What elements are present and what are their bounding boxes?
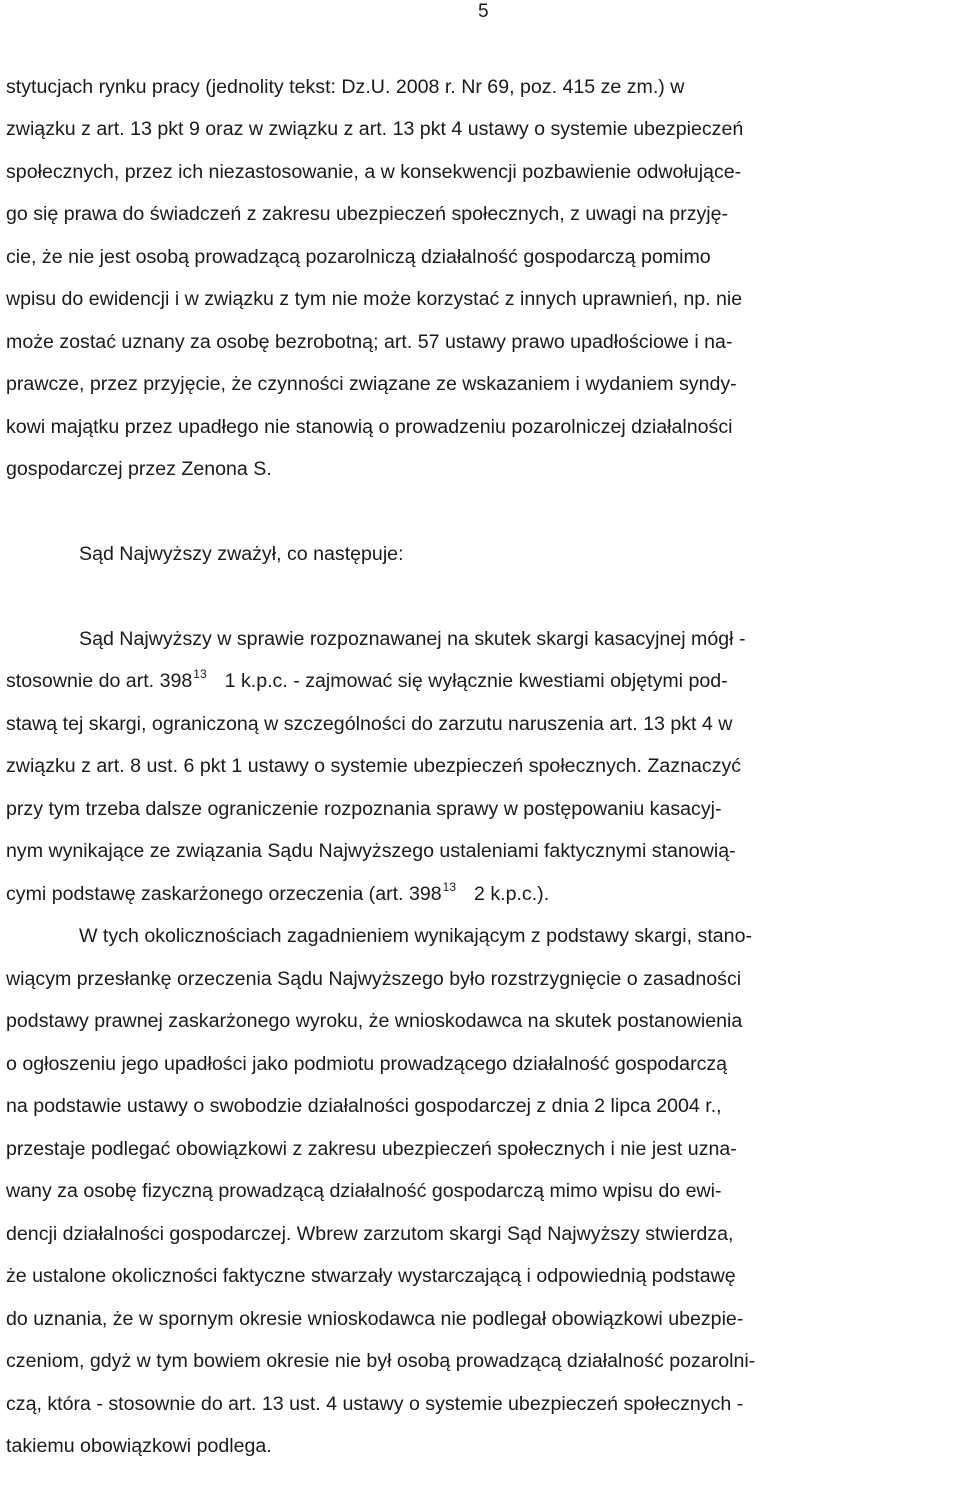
text-line: dencji działalności gospodarczej. Wbrew zarzutom skargi Sąd Najwyższy stwierdza, — [6, 1223, 734, 1245]
superscript: 13 — [193, 667, 207, 681]
text-line: może zostać uznany za osobę bezrobotną; art. 57 ustawy prawo upadłościowe i na- — [6, 331, 733, 353]
text-line: związku z art. 8 ust. 6 pkt 1 ustawy o systemie ubezpieczeń społecznych. Zaznaczyć — [6, 755, 742, 777]
text-fragment: stosownie do art. 398 — [6, 670, 193, 692]
text-line: stawą tej skargi, ograniczoną w szczególności do zarzutu naruszenia art. 13 pkt 4 w — [6, 713, 733, 735]
text-line: stytucjach rynku pracy (jednolity tekst: Dz.U. 2008 r. Nr 69, poz. 415 ze zm.) w — [6, 76, 685, 98]
text-line: przy tym trzeba dalsze ograniczenie rozpoznania sprawy w postępowaniu kasacyj- — [6, 798, 722, 820]
text-line: nym wynikające ze związania Sądu Najwyższego ustaleniami faktycznymi stanowią- — [6, 840, 736, 862]
text-line — [6, 669, 728, 695]
text-fragment: 1 k.p.c. - zajmować się wyłącznie kwestiami objętymi pod- — [224, 670, 728, 692]
text-line: gospodarczej przez Zenona S. — [6, 458, 272, 480]
page-number: 5 — [478, 1, 489, 22]
text-line: czeniom, gdyż w tym bowiem okresie nie był osobą prowadzącą działalność pozarolni- — [6, 1350, 756, 1372]
text-line: że ustalone okoliczności faktyczne stwarzały wystarczającą i odpowiednią podstawę — [6, 1265, 736, 1287]
text-line — [6, 882, 549, 908]
text-line: wiącym przesłankę orzeczenia Sądu Najwyższego było rozstrzygnięcie o zasadności — [6, 968, 742, 990]
text-line: cie, że nie jest osobą prowadzącą pozarolniczą działalność gospodarczą pomimo — [6, 246, 711, 268]
text-line: wany za osobę fizyczną prowadzącą działalność gospodarczą mimo wpisu do ewi- — [6, 1180, 722, 1202]
text-line: przestaje podlegać obowiązkowi z zakresu ubezpieczeń społecznych i nie jest uzna- — [6, 1138, 737, 1160]
text-fragment: cymi podstawę zaskarżonego orzeczenia (art. 398 — [6, 883, 442, 905]
text-line: podstawy prawnej zaskarżonego wyroku, że wnioskodawca na skutek postanowienia — [6, 1010, 743, 1032]
text-line: prawcze, przez przyjęcie, że czynności związane ze wskazaniem i wydaniem syndy- — [6, 373, 737, 395]
text-line: W tych okolicznościach zagadnieniem wynikającym z podstawy skargi, stano- — [79, 925, 752, 947]
superscript: 13 — [442, 880, 456, 894]
text-line: Sąd Najwyższy w sprawie rozpoznawanej na skutek skargi kasacyjnej mógł - — [79, 628, 746, 650]
text-fragment: 2 k.p.c.). — [474, 883, 550, 905]
section-heading: Sąd Najwyższy zważył, co następuje: — [79, 543, 404, 565]
text-line: go się prawa do świadczeń z zakresu ubezpieczeń społecznych, z uwagi na przyję- — [6, 203, 729, 225]
text-line: na podstawie ustawy o swobodzie działalności gospodarczej z dnia 2 lipca 2004 r., — [6, 1095, 722, 1117]
text-line: do uznania, że w spornym okresie wnioskodawca nie podlegał obowiązkowi ubezpie- — [6, 1308, 744, 1330]
text-line: kowi majątku przez upadłego nie stanowią o prowadzeniu pozarolniczej działalności — [6, 416, 733, 438]
text-line: o ogłoszeniu jego upadłości jako podmiotu prowadzącego działalność gospodarczą — [6, 1053, 728, 1075]
text-line: takiemu obowiązkowi podlega. — [6, 1435, 272, 1457]
text-line: związku z art. 13 pkt 9 oraz w związku z art. 13 pkt 4 ustawy o systemie ubezpieczeń — [6, 118, 744, 140]
text-line: wpisu do ewidencji i w związku z tym nie może korzystać z innych uprawnień, np. nie — [6, 288, 743, 310]
text-line: społecznych, przez ich niezastosowanie, a w konsekwencji pozbawienie odwołujące- — [6, 161, 742, 183]
text-line: czą, która - stosownie do art. 13 ust. 4 ustawy o systemie ubezpieczeń społecznych - — [6, 1393, 744, 1415]
